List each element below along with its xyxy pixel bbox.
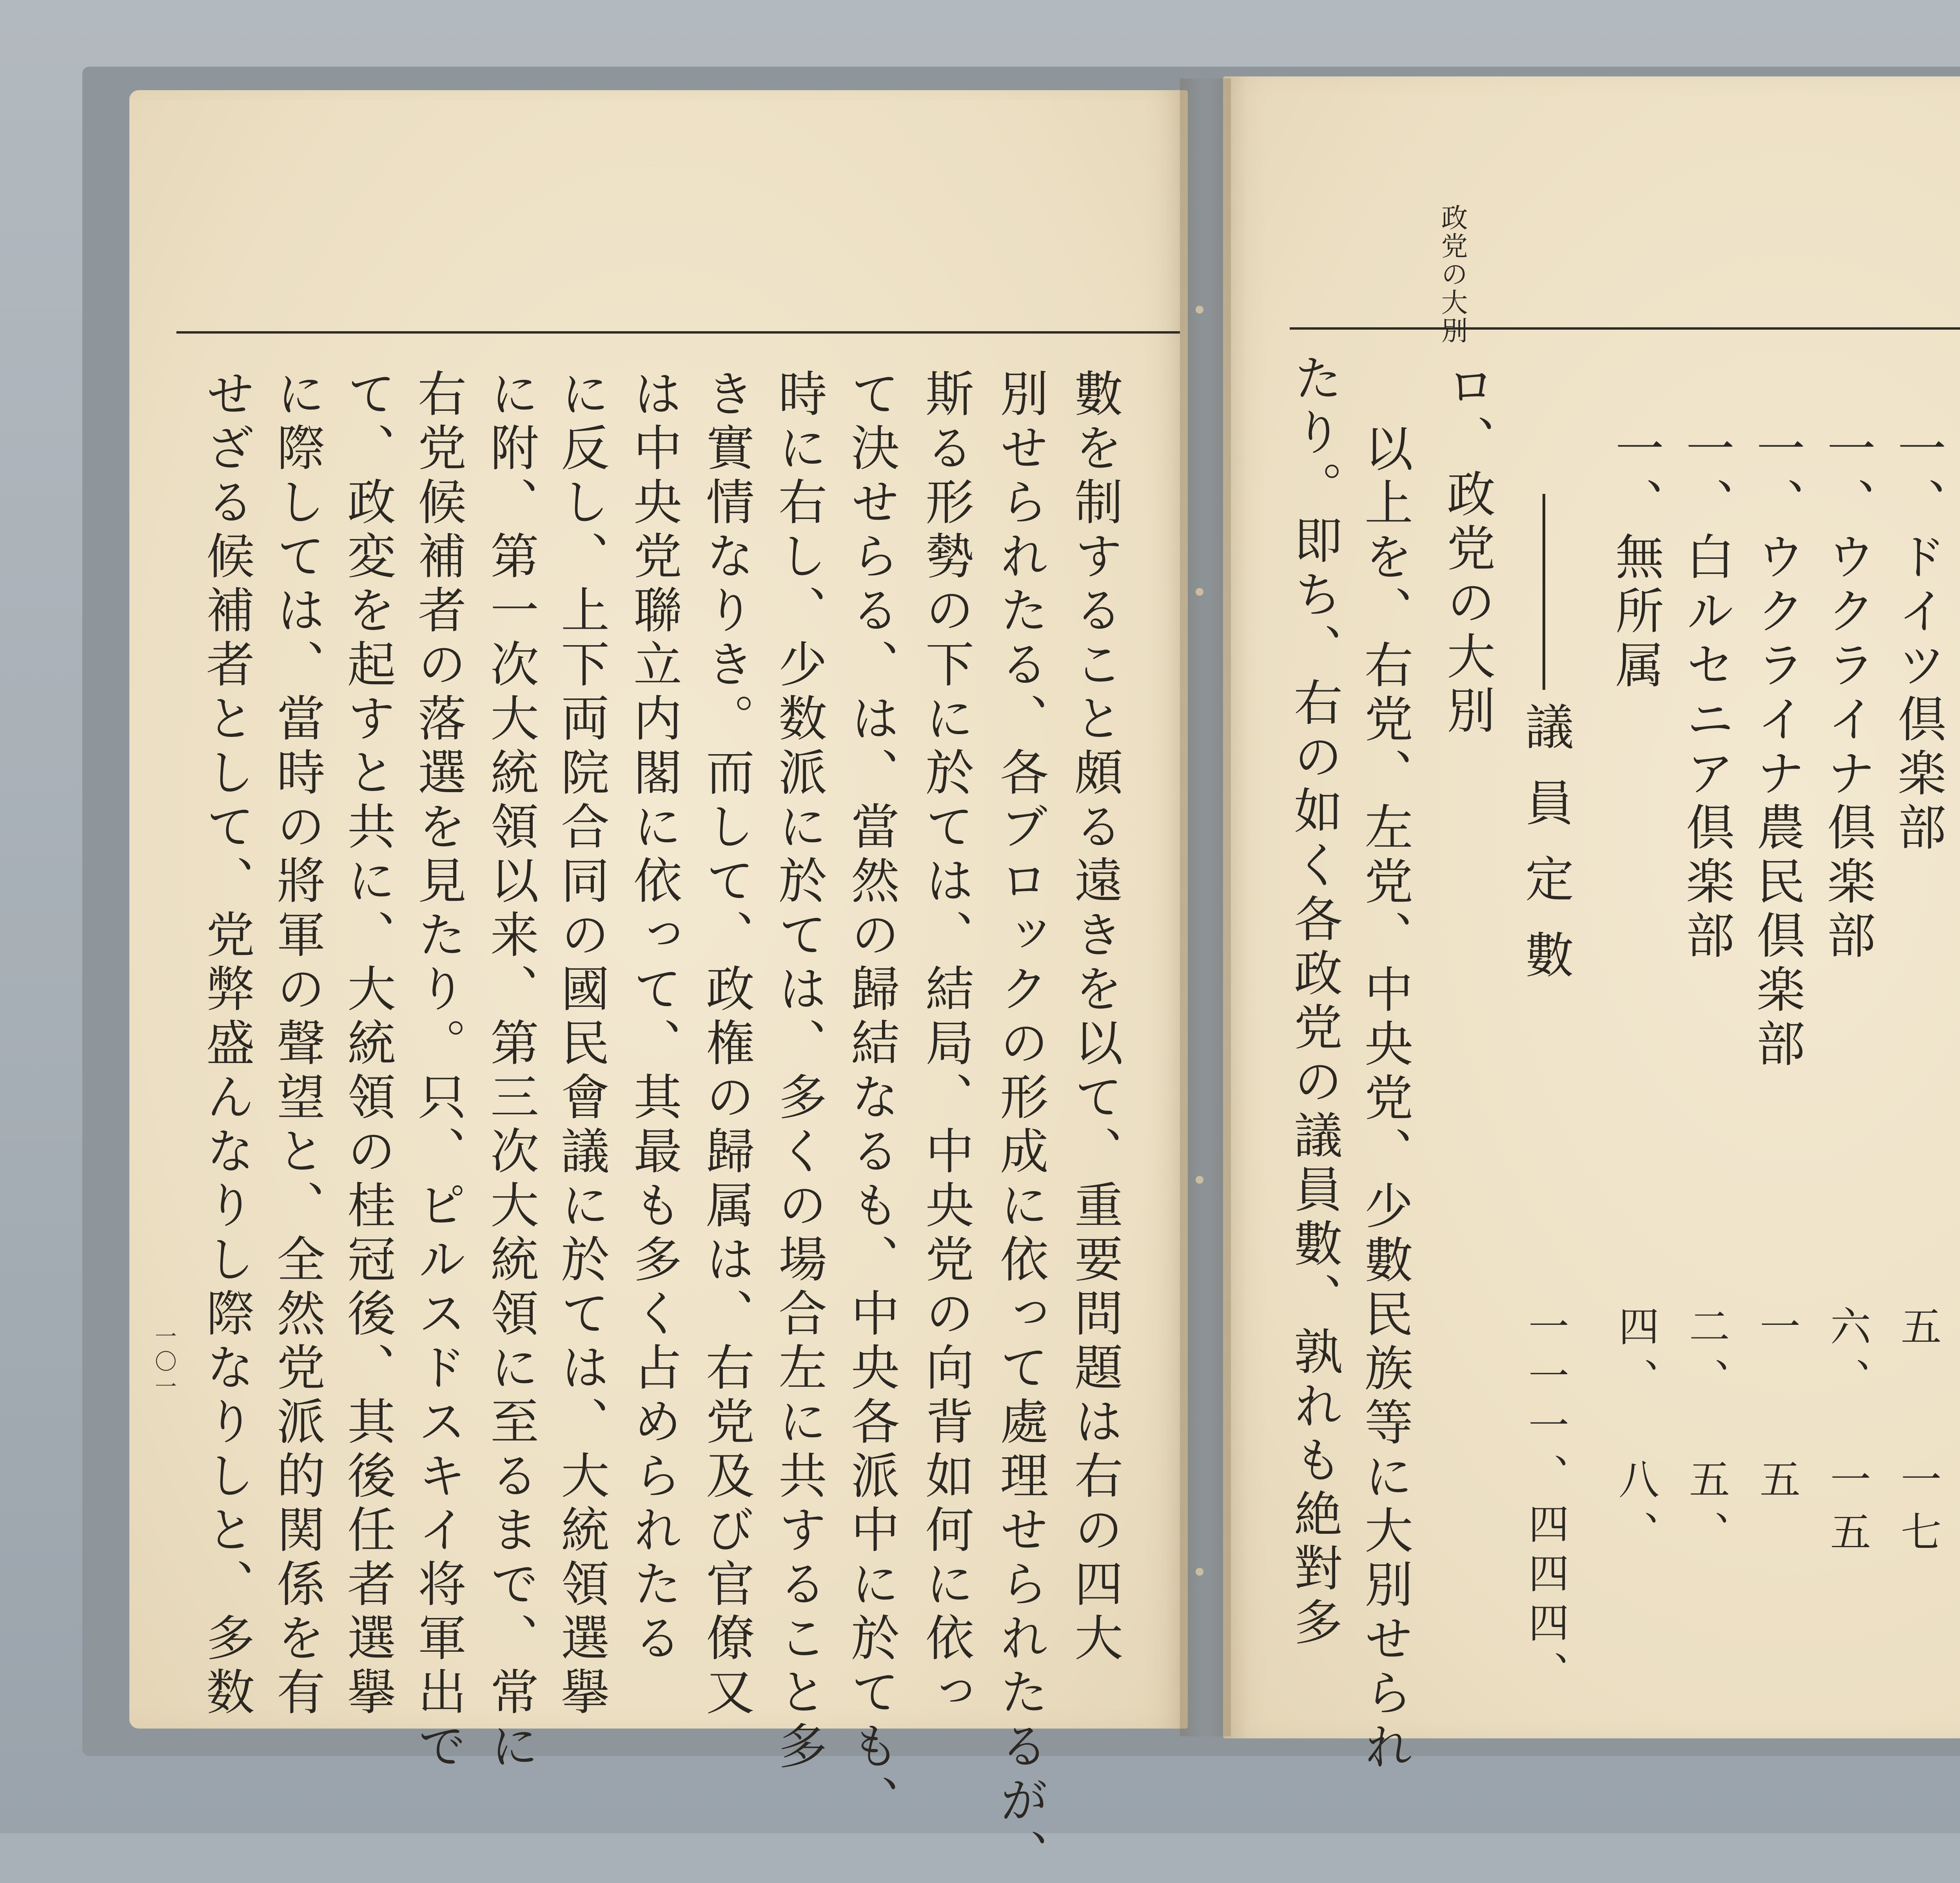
party-seats: 五、 [1682, 1458, 1730, 1563]
party-seats: 八、 [1612, 1458, 1659, 1563]
left-text-column: 右党候補者の落選を見たり。只、ピルスドスキイ将軍出で [410, 368, 466, 1775]
right-header-rule [1290, 327, 1960, 330]
party-item: 一、ドイツ倶楽部 [1889, 423, 1946, 856]
party-count: 二、 [1682, 1305, 1730, 1410]
left-text-column: は中央党聯立内閣に依って、其最も多く占められたる [625, 368, 682, 1667]
party-item: 一、無所属 [1607, 423, 1664, 694]
section-heading: ロ、政党の大別 [1439, 361, 1495, 739]
party-count: 六、 [1823, 1305, 1871, 1410]
right-text-column: 以上を、右党、左党、中央党、少數民族等に大別せられ [1356, 423, 1413, 1776]
left-text-column: 別せられたる、各ブロックの形成に依って處理せられたるが、 [992, 368, 1048, 1883]
binding-hole [1196, 588, 1203, 596]
binding-hole [1196, 1176, 1203, 1184]
party-seats: 一七 [1894, 1458, 1942, 1563]
party-count: 一 [1753, 1305, 1800, 1358]
left-text-column: て決せらる、は、當然の歸結なるも、中央各派中に於ても、 [843, 368, 899, 1829]
binding-hole [1196, 306, 1203, 314]
party-item: 一、ウクライナ倶楽部 [1819, 423, 1875, 964]
party-item: 一、白ルセニア倶楽部 [1678, 423, 1734, 964]
party-count: 四、 [1612, 1305, 1659, 1410]
party-seats: 五 [1753, 1458, 1800, 1511]
book-gutter [1180, 78, 1231, 1736]
right-text-column: たり。即ち、右の如く各政党の議員數、孰れも絶對多 [1286, 353, 1342, 1651]
total-label: 議員定數 [1517, 702, 1573, 1006]
left-text-column: て、政変を起すと共に、大統領の桂冠後、其後任者選擧 [339, 368, 396, 1721]
left-text-column: 時に右し、少数派に於ては、多くの場合左に共すること多 [770, 368, 827, 1775]
total-separator-line [1543, 494, 1545, 690]
left-text-column: に附、第一次大統領以来、第三次大統領に至るまで、常に [482, 368, 539, 1775]
total-value: 一一一、四四四、 [1521, 1305, 1569, 1700]
page-number: 一〇一 [151, 1325, 177, 1400]
left-text-column: に際しては、當時の將軍の聲望と、全然党派的関係を有 [269, 368, 325, 1721]
running-head: 政党の大別 [1437, 204, 1468, 345]
left-header-rule [176, 331, 1180, 334]
party-seats: 一五 [1823, 1458, 1871, 1563]
party-count: 五 [1894, 1305, 1942, 1358]
binding-hole [1196, 1568, 1203, 1576]
left-text-column: 數を制すること頗る遠きを以て、重要問題は右の四大 [1066, 368, 1123, 1667]
left-text-column: に反し、上下両院合同の國民會議に於ては、大統領選擧 [553, 368, 609, 1721]
left-text-column: き實情なりき。而して、政権の歸属は、右党及び官僚又 [698, 368, 754, 1721]
party-item: 一、ウクライナ農民倶楽部 [1748, 423, 1805, 1072]
left-text-column: 斯る形勢の下に於ては、結局、中央党の向背如何に依っ [917, 368, 974, 1721]
left-text-column: せざる候補者として、党弊盛んなりし際なりしと、多数 [198, 368, 254, 1721]
